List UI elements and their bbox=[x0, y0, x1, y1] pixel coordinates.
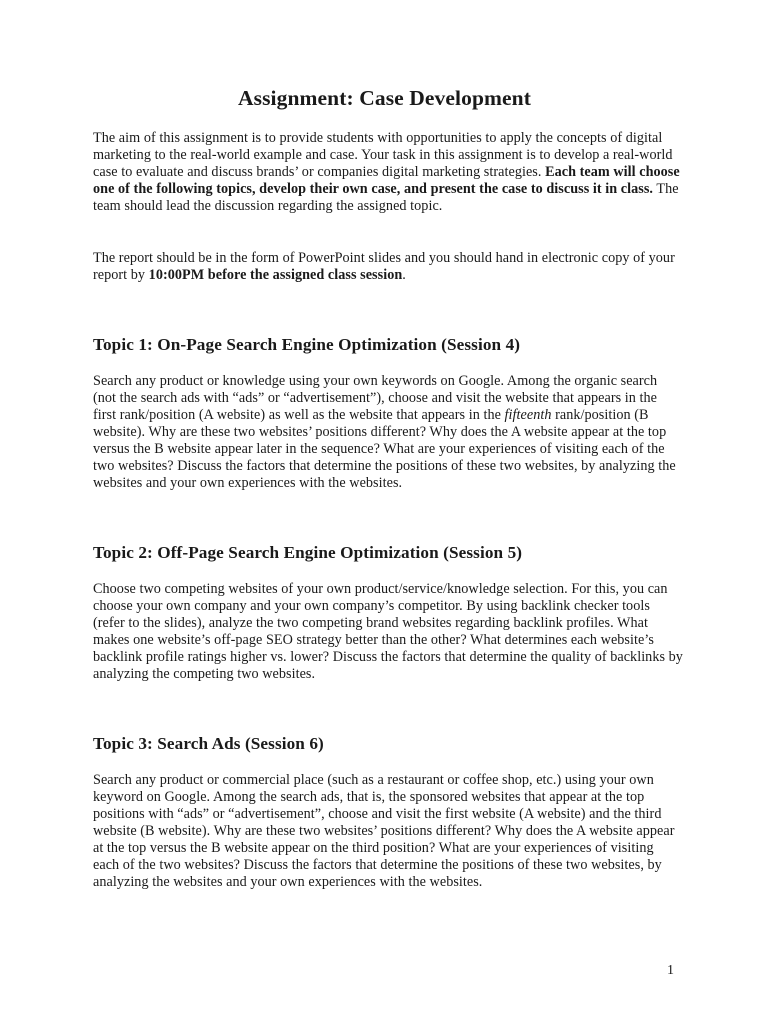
intro-paragraph bbox=[93, 130, 683, 215]
topic2-paragraph: Choose two competing websites of your own product/service/knowledge selection. For this, you can choose your own company and your own company’s competitor. By using backlink checker tools (refer to the slides), analyze the two competing brand websites regarding backlink profiles. What makes one website’s off-page SEO strategy better than the other? What determines each website’s backlink profile ratings higher vs. lower? Discuss the factors that determine the quality of backlinks by analyzing the competing two websites. bbox=[93, 581, 683, 682]
report-deadline: 10:00PM before the assigned class session bbox=[148, 267, 403, 283]
topic1-text-1: Search any product or knowledge using your own keywords on Google. Among the organic search (not the search ads with “ads” or “advertisement”), choose and visit the website that appears in the first rank/position (A website) as well as the website that appears in the bbox=[93, 373, 658, 423]
topic1-paragraph bbox=[93, 373, 683, 492]
report-paragraph bbox=[93, 250, 683, 284]
intro-text-2: The team should lead the discussion regarding the assigned topic. bbox=[93, 181, 679, 214]
page-number: 1 bbox=[667, 963, 674, 978]
topic1-text-2: rank/position (B website). Why are these two websites’ positions different? Why does the A website appear at the top versus the B website appear later in the sequence? What are your experiences of visiting each of the two websites? Discuss the factors that determine the positions of these two websites, by analyzing the websites and your own experiences with the websites. bbox=[93, 407, 676, 491]
topic2-heading: Topic 2: Off-Page Search Engine Optimization (Session 5) bbox=[93, 543, 523, 562]
document-title: Assignment: Case Development bbox=[237, 86, 532, 110]
topic3-paragraph: Search any product or commercial place (such as a restaurant or coffee shop, etc.) using your own keyword on Google. Among the search ads, that is, the sponsored websites that appear at the top positions with “ads” or “advertisement”, choose and visit the first website (A website) and the third website (B website). Why are these two websites’ positions different? Why does the A website appear at the top versus the B website appear on the third position? What are your experiences of visiting each of the two websites? Discuss the factors that determine the positions of these two websites, by analyzing the websites and your own experiences with the websites. bbox=[93, 772, 675, 890]
intro-bold-text: Each team will choose one of the following topics, develop their own case, and present the case to discuss it in class. bbox=[93, 164, 680, 197]
topic1-heading: Topic 1: On-Page Search Engine Optimization (Session 4) bbox=[93, 335, 521, 354]
report-text-1: The report should be in the form of PowerPoint slides and you should hand in electronic copy of your report by bbox=[93, 250, 675, 283]
topic3-heading: Topic 3: Search Ads (Session 6) bbox=[93, 734, 324, 753]
intro-text-1: The aim of this assignment is to provide students with opportunities to apply the concepts of digital marketing to the real-world example and case. Your task in this assignment is to develop a real-world case to evaluate and discuss brands’ or companies digital marketing strategies. bbox=[93, 130, 673, 180]
report-text-2: . bbox=[402, 267, 406, 283]
topic1-italic-text: fifteenth bbox=[504, 407, 552, 423]
